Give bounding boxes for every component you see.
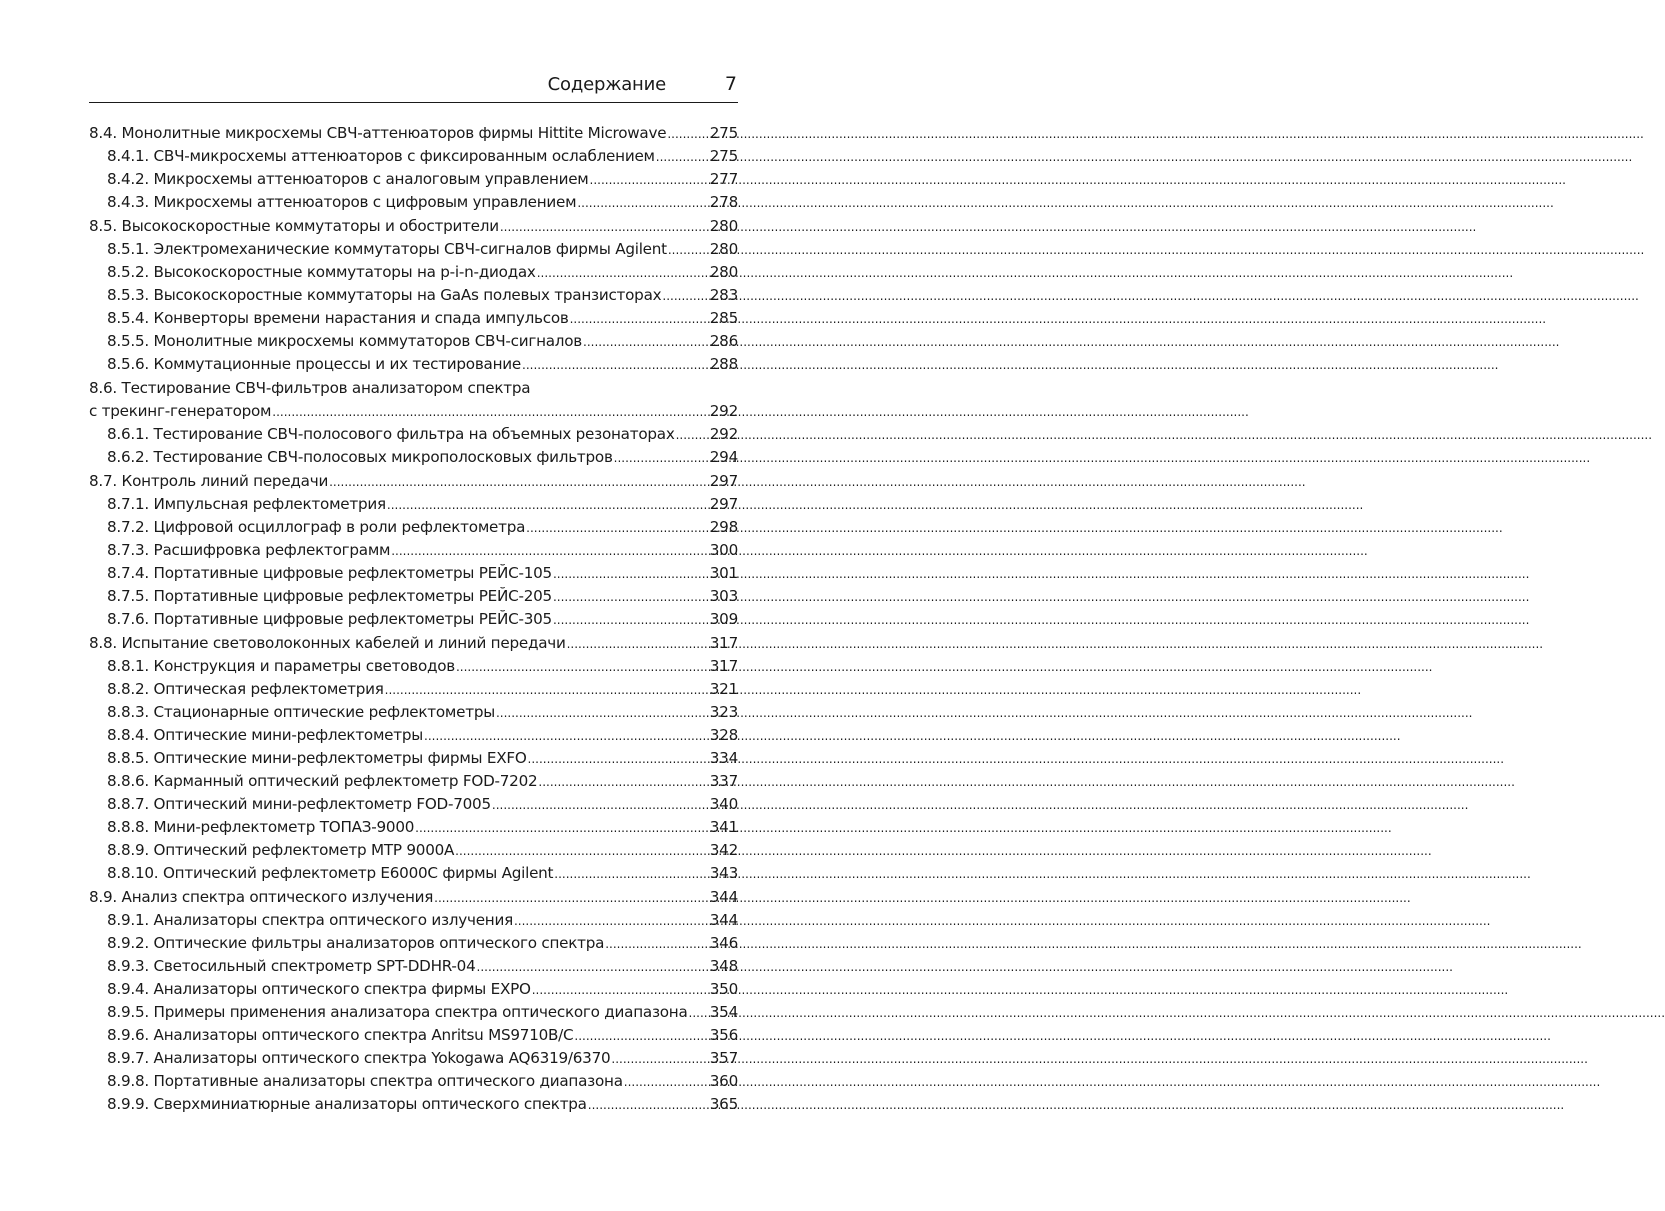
toc-entry-title: 8.8.9. Оптический рефлектометр МТР 9000А	[107, 841, 455, 859]
toc-entry-title: 8.7.6. Портативные цифровые рефлектометры РЕЙС-305	[107, 610, 552, 628]
toc-entry-title: 8.9.6. Анализаторы оптического спектра Anritsu MS9710B/C	[107, 1026, 574, 1044]
toc-entry[interactable]	[89, 632, 738, 655]
toc-entry-title: 8.8.7. Оптический мини-рефлектометр FOD-7005	[107, 795, 491, 813]
toc-subentry[interactable]	[89, 238, 738, 261]
toc-entry-page: 285	[709, 309, 738, 327]
toc-subentry[interactable]	[89, 191, 738, 214]
dot-leader	[554, 862, 708, 886]
toc-entry-title: 8.8.1. Конструкция и параметры световодов	[107, 657, 455, 675]
toc-entry[interactable]	[89, 400, 738, 423]
dot-leader	[667, 122, 708, 146]
toc-entry-title: 8.6. Тестирование СВЧ-фильтров анализатором спектра	[89, 379, 531, 397]
toc-entry-page: 337	[709, 772, 738, 790]
page-number: 7	[724, 73, 737, 95]
toc-subentry[interactable]	[89, 1047, 738, 1070]
toc-entry-page: 323	[709, 703, 738, 721]
dot-leader	[456, 655, 709, 679]
dot-leader	[590, 168, 709, 192]
toc-subentry[interactable]	[89, 145, 738, 168]
toc-subentry[interactable]	[89, 1093, 738, 1116]
dot-leader	[668, 238, 709, 262]
dot-leader	[553, 562, 709, 586]
toc-entry-title: 8.4. Монолитные микросхемы СВЧ-аттенюаторов фирмы Hittite Microwave	[89, 124, 667, 142]
toc-subentry[interactable]	[89, 770, 738, 793]
toc-subentry[interactable]	[89, 747, 738, 770]
toc-entry-page: 309	[709, 610, 738, 628]
toc-entry-page: 278	[709, 193, 738, 211]
toc-entry-title: 8.7.5. Портативные цифровые рефлектометры РЕЙС-205	[107, 587, 552, 605]
toc-subentry[interactable]	[89, 655, 738, 678]
dot-leader	[611, 1047, 708, 1071]
toc-subentry[interactable]	[89, 353, 738, 376]
toc-entry[interactable]	[89, 470, 738, 493]
toc-entry-title: 8.5.4. Конверторы времени нарастания и спада импульсов	[107, 309, 569, 327]
toc-entry-title: 8.4.1. СВЧ-микросхемы аттенюаторов с фиксированным ослаблением	[107, 147, 655, 165]
dot-leader	[424, 724, 709, 748]
toc-entry-page: 292	[709, 425, 738, 443]
toc-subentry[interactable]	[89, 423, 738, 446]
toc-entry-title: 8.8.6. Карманный оптический рефлектометр FOD-7202	[107, 772, 538, 790]
dot-leader	[605, 932, 709, 956]
dot-leader	[526, 516, 709, 540]
toc-entry-title: 8.5.6. Коммутационные процессы и их тестирование	[107, 355, 521, 373]
toc-entry[interactable]	[89, 886, 738, 909]
toc-entry-title: 8.8.8. Мини-рефлектометр ТОПАЗ-9000	[107, 818, 415, 836]
toc-entry-page: 292	[709, 402, 738, 420]
toc-entry-page: 350	[709, 980, 738, 998]
dot-leader	[514, 909, 709, 933]
toc-entry-page: 340	[709, 795, 738, 813]
toc-subentry[interactable]	[89, 608, 738, 631]
dot-leader	[455, 839, 709, 863]
toc-entry-page: 328	[709, 726, 738, 744]
toc-subentry[interactable]	[89, 284, 738, 307]
toc-entry-title: 8.7.2. Цифровой осциллограф в роли рефлектометра	[107, 518, 526, 536]
toc-entry-title: 8.4.2. Микросхемы аттенюаторов с аналоговым управлением	[107, 170, 589, 188]
toc-entry-page: 317	[709, 634, 738, 652]
toc-entry-title: 8.8. Испытание световолоконных кабелей и линий передачи	[89, 634, 566, 652]
toc-entry-title: 8.9. Анализ спектра оптического излучения	[89, 888, 434, 906]
dot-leader	[574, 1024, 708, 1048]
toc-entry[interactable]	[89, 122, 738, 145]
toc-entry-page: 354	[709, 1003, 738, 1021]
dot-leader	[676, 423, 709, 447]
toc-entry-title: 8.8.4. Оптические мини-рефлектометры	[107, 726, 424, 744]
toc-entry-title: 8.8.3. Стационарные оптические рефлектометры	[107, 703, 495, 721]
toc-entry-title: с трекинг-генератором	[89, 402, 272, 420]
toc-entry-title: 8.7.4. Портативные цифровые рефлектометры РЕЙС-105	[107, 564, 552, 582]
dot-leader	[500, 215, 709, 239]
toc-subentry[interactable]	[89, 261, 738, 284]
toc-entry[interactable]	[89, 377, 738, 400]
dot-leader	[583, 330, 709, 354]
toc-subentry[interactable]	[89, 168, 738, 191]
toc-entry-title: 8.9.3. Светосильный спектрометр SPT-DDHR-04	[107, 957, 476, 975]
toc-entry-page: 317	[709, 657, 738, 675]
toc-entry-page: 346	[709, 934, 738, 952]
toc-subentry[interactable]	[89, 585, 738, 608]
toc-entry-page: 294	[709, 448, 738, 466]
dot-leader	[624, 1070, 709, 1094]
toc-subentry[interactable]	[89, 1024, 738, 1047]
toc-entry-page: 303	[709, 587, 738, 605]
toc-entry-page: 297	[709, 495, 738, 513]
toc-entry-title: 8.9.4. Анализаторы оптического спектра фирмы EXPO	[107, 980, 531, 998]
dot-leader	[477, 955, 709, 979]
toc-entry-title: 8.8.2. Оптическая рефлектометрия	[107, 680, 384, 698]
toc-entry-page: 300	[709, 541, 738, 559]
toc-entry-title: 8.9.8. Портативные анализаторы спектра оптического диапазона	[107, 1072, 623, 1090]
dot-leader	[387, 493, 709, 517]
toc-entry-title: 8.7.3. Расшифровка рефлектограмм	[107, 541, 391, 559]
toc-entry-title: 8.9.5. Примеры применения анализатора спектра оптического диапазона	[107, 1003, 688, 1021]
toc-subentry[interactable]	[89, 539, 738, 562]
toc-entry-page: 275	[709, 124, 738, 142]
toc-entry[interactable]	[89, 215, 738, 238]
toc-entry-title: 8.7. Контроль линий передачи	[89, 472, 329, 490]
header-title: Содержание	[547, 74, 666, 95]
toc-entry-page: 360	[709, 1072, 738, 1090]
toc-entry-title: 8.9.1. Анализаторы спектра оптического излучения	[107, 911, 513, 929]
toc-entry-page: 286	[709, 332, 738, 350]
toc-subentry[interactable]	[89, 839, 738, 862]
toc-subentry[interactable]	[89, 955, 738, 978]
toc-subentry[interactable]	[89, 724, 738, 747]
toc-entry-title: 8.5.1. Электромеханические коммутаторы СВЧ-сигналов фирмы Agilent	[107, 240, 667, 258]
toc-subentry[interactable]	[89, 307, 738, 330]
toc-subentry[interactable]	[89, 446, 738, 469]
toc-entry-title: 8.4.3. Микросхемы аттенюаторов с цифровым управлением	[107, 193, 577, 211]
toc-subentry[interactable]	[89, 909, 738, 932]
toc-entry-title: 8.6.2. Тестирование СВЧ-полосовых микрополосковых фильтров	[107, 448, 613, 466]
toc-entry-page: 277	[709, 170, 738, 188]
dot-leader	[385, 678, 709, 702]
toc-entry-title: 8.5.2. Высокоскоростные коммутаторы на p-i-n-диодах	[107, 263, 536, 281]
dot-leader	[577, 191, 708, 215]
toc-subentry[interactable]	[89, 701, 738, 724]
dot-leader	[567, 632, 709, 656]
toc-entry-page: 341	[709, 818, 738, 836]
toc-entry-page: 343	[709, 864, 738, 882]
dot-leader	[496, 701, 709, 725]
toc-entry-title: 8.8.5. Оптические мини-рефлектометры фирмы EXFO	[107, 749, 527, 767]
toc-entry-title: 8.6.1. Тестирование СВЧ-полосового фильтра на объемных резонаторах	[107, 425, 675, 443]
toc-subentry[interactable]	[89, 678, 738, 701]
dot-leader	[553, 608, 709, 632]
toc-entry-page: 280	[709, 217, 738, 235]
toc-entry-page: 357	[709, 1049, 738, 1067]
dot-leader	[329, 470, 709, 494]
toc-entry-title: 8.9.2. Оптические фильтры анализаторов оптического спектра	[107, 934, 605, 952]
toc-subentry[interactable]	[89, 932, 738, 955]
toc-entry-title: 8.8.10. Оптический рефлектометр Е6000С фирмы Agilent	[107, 864, 554, 882]
toc-entry-page: 288	[709, 355, 738, 373]
running-header	[89, 68, 738, 103]
dot-leader	[570, 307, 709, 331]
toc-subentry[interactable]	[89, 562, 738, 585]
dot-leader	[662, 284, 708, 308]
toc-entry-page: 283	[709, 286, 738, 304]
dot-leader	[689, 1001, 709, 1025]
toc-entry-title: 8.9.7. Анализаторы оптического спектра Yokogawa AQ6319/6370	[107, 1049, 611, 1067]
toc-entry-page: 275	[709, 147, 738, 165]
toc-entry-page: 342	[709, 841, 738, 859]
dot-leader	[656, 145, 709, 169]
toc-subentry[interactable]	[89, 816, 738, 839]
toc-entry-page: 344	[709, 888, 738, 906]
toc-entry-title: 8.7.1. Импульсная рефлектометрия	[107, 495, 386, 513]
dot-leader	[434, 886, 709, 910]
toc-entry-page: 344	[709, 911, 738, 929]
dot-leader	[522, 353, 709, 377]
toc-entry-page: 365	[709, 1095, 738, 1113]
toc-subentry[interactable]	[89, 330, 738, 353]
dot-leader	[614, 446, 709, 470]
dot-leader	[272, 400, 708, 424]
toc-entry-page: 298	[709, 518, 738, 536]
toc-entry-page: 321	[709, 680, 738, 698]
toc-subentry[interactable]	[89, 516, 738, 539]
dot-leader	[553, 585, 709, 609]
toc-entry-page: 280	[709, 240, 738, 258]
toc-subentry[interactable]	[89, 1070, 738, 1093]
dot-leader	[492, 793, 709, 817]
dot-leader	[415, 816, 709, 840]
toc-entry-page: 280	[709, 263, 738, 281]
dot-leader	[538, 770, 708, 794]
toc-entry-title: 8.5. Высокоскоростные коммутаторы и обострители	[89, 217, 499, 235]
dot-leader	[528, 747, 709, 771]
toc-subentry[interactable]	[89, 862, 738, 885]
toc-entry-title: 8.5.3. Высокоскоростные коммутаторы на GaAs полевых транзисторах	[107, 286, 662, 304]
dot-leader	[532, 978, 709, 1002]
toc-entry-title: 8.9.9. Сверхминиатюрные анализаторы оптического спектра	[107, 1095, 587, 1113]
toc-entry-page: 356	[709, 1026, 738, 1044]
toc-entry-page: 297	[709, 472, 738, 490]
dot-leader	[391, 539, 709, 563]
toc-subentry[interactable]	[89, 493, 738, 516]
table-of-contents	[89, 122, 738, 1116]
toc-entry-page: 301	[709, 564, 738, 582]
toc-entry-page: 348	[709, 957, 738, 975]
dot-leader	[537, 261, 709, 285]
toc-subentry[interactable]	[89, 978, 738, 1001]
toc-entry-title: 8.5.5. Монолитные микросхемы коммутаторов СВЧ-сигналов	[107, 332, 582, 350]
toc-subentry[interactable]	[89, 1001, 738, 1024]
dot-leader	[588, 1093, 709, 1117]
toc-entry-page: 334	[709, 749, 738, 767]
toc-subentry[interactable]	[89, 793, 738, 816]
